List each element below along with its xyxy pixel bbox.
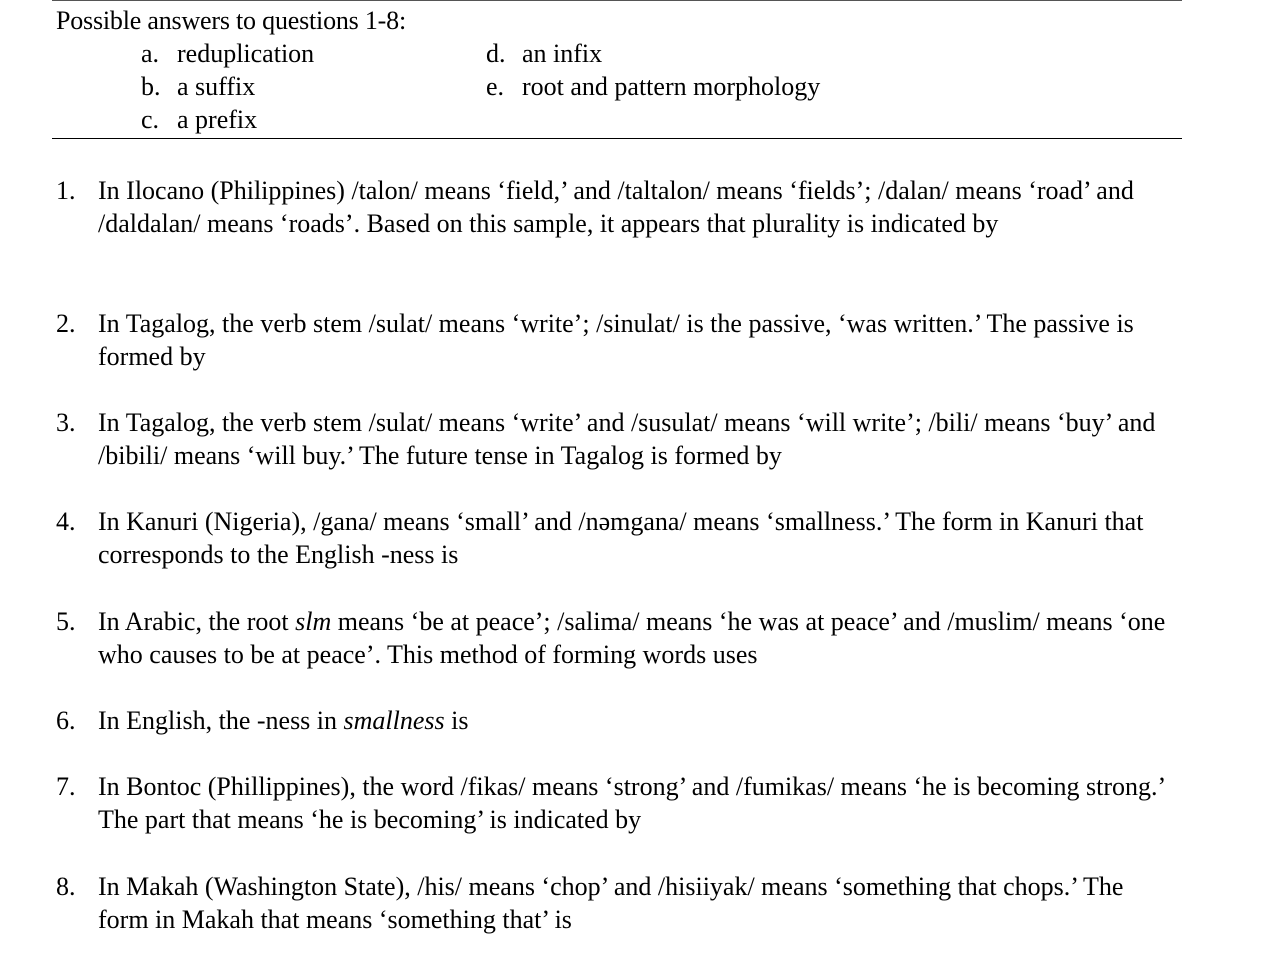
option-text: a suffix	[177, 72, 256, 101]
question-number: 1.	[56, 176, 76, 205]
question-number: 4.	[56, 507, 76, 536]
option-text: reduplication	[177, 39, 315, 68]
option-d	[486, 38, 602, 70]
question-3	[56, 406, 1176, 472]
italic-term: slm	[295, 607, 332, 636]
option-text: an infix	[522, 39, 603, 68]
option-text: a prefix	[177, 105, 258, 134]
question-5	[56, 605, 1176, 671]
question-text: In Ilocano (Philippines) /talon/ means ‘field,’ and /taltalon/ means ‘fields’; /dalan/ means ‘road’ and /daldalan/ means ‘roads’. Based on this sample, it appears that plurality is indicated by	[98, 176, 1134, 238]
question-7	[56, 770, 1176, 836]
question-text: In English, the -ness in smallness is	[98, 706, 469, 735]
question-text: In Bontoc (Phillippines), the word /fikas/ means ‘strong’ and /fumikas/ means ‘he is becoming strong.’ The part that means ‘he is becoming’ is indicated by	[98, 772, 1165, 834]
option-letter: a.	[141, 39, 160, 68]
question-1	[56, 174, 1176, 240]
option-e	[486, 71, 820, 103]
question-text: In Kanuri (Nigeria), /gana/ means ‘small’ and /nəmgana/ means ‘smallness.’ The form in Kanuri that corresponds to the English -ness is	[98, 507, 1144, 569]
question-8	[56, 870, 1176, 936]
question-text: In Arabic, the root slm means ‘be at peace’; /salima/ means ‘he was at peace’ and /muslim/ means ‘one who causes to be at peace’. This method of forming words uses	[98, 607, 1166, 669]
question-6	[56, 704, 1176, 737]
question-number: 8.	[56, 872, 76, 901]
answers-header: Possible answers to questions 1-8:	[56, 6, 406, 35]
option-letter: d.	[486, 39, 506, 68]
option-letter: b.	[141, 72, 161, 101]
italic-term: smallness	[343, 706, 445, 735]
option-letter: c.	[141, 105, 160, 134]
question-number: 5.	[56, 607, 76, 636]
top-rule	[52, 0, 1182, 1]
option-b	[141, 71, 255, 103]
question-4	[56, 505, 1176, 571]
option-c	[141, 104, 257, 136]
question-number: 2.	[56, 309, 76, 338]
option-letter: e.	[486, 72, 505, 101]
question-number: 7.	[56, 772, 76, 801]
question-number: 6.	[56, 706, 76, 735]
question-number: 3.	[56, 408, 76, 437]
option-a	[141, 38, 314, 70]
question-text: In Makah (Washington State), /his/ means ‘chop’ and /hisiiyak/ means ‘something that chops.’ The form in Makah that means ‘something that’ is	[98, 872, 1124, 934]
bottom-rule	[52, 138, 1182, 139]
question-text: In Tagalog, the verb stem /sulat/ means ‘write’ and /susulat/ means ‘will write’; /bili/ means ‘buy’ and /bibili/ means ‘will buy.’ The future tense in Tagalog is formed by	[98, 408, 1156, 470]
option-text: root and pattern morphology	[522, 72, 821, 101]
question-2	[56, 307, 1176, 373]
question-text: In Tagalog, the verb stem /sulat/ means ‘write’; /sinulat/ is the passive, ‘was written.’ The passive is formed by	[98, 309, 1134, 371]
